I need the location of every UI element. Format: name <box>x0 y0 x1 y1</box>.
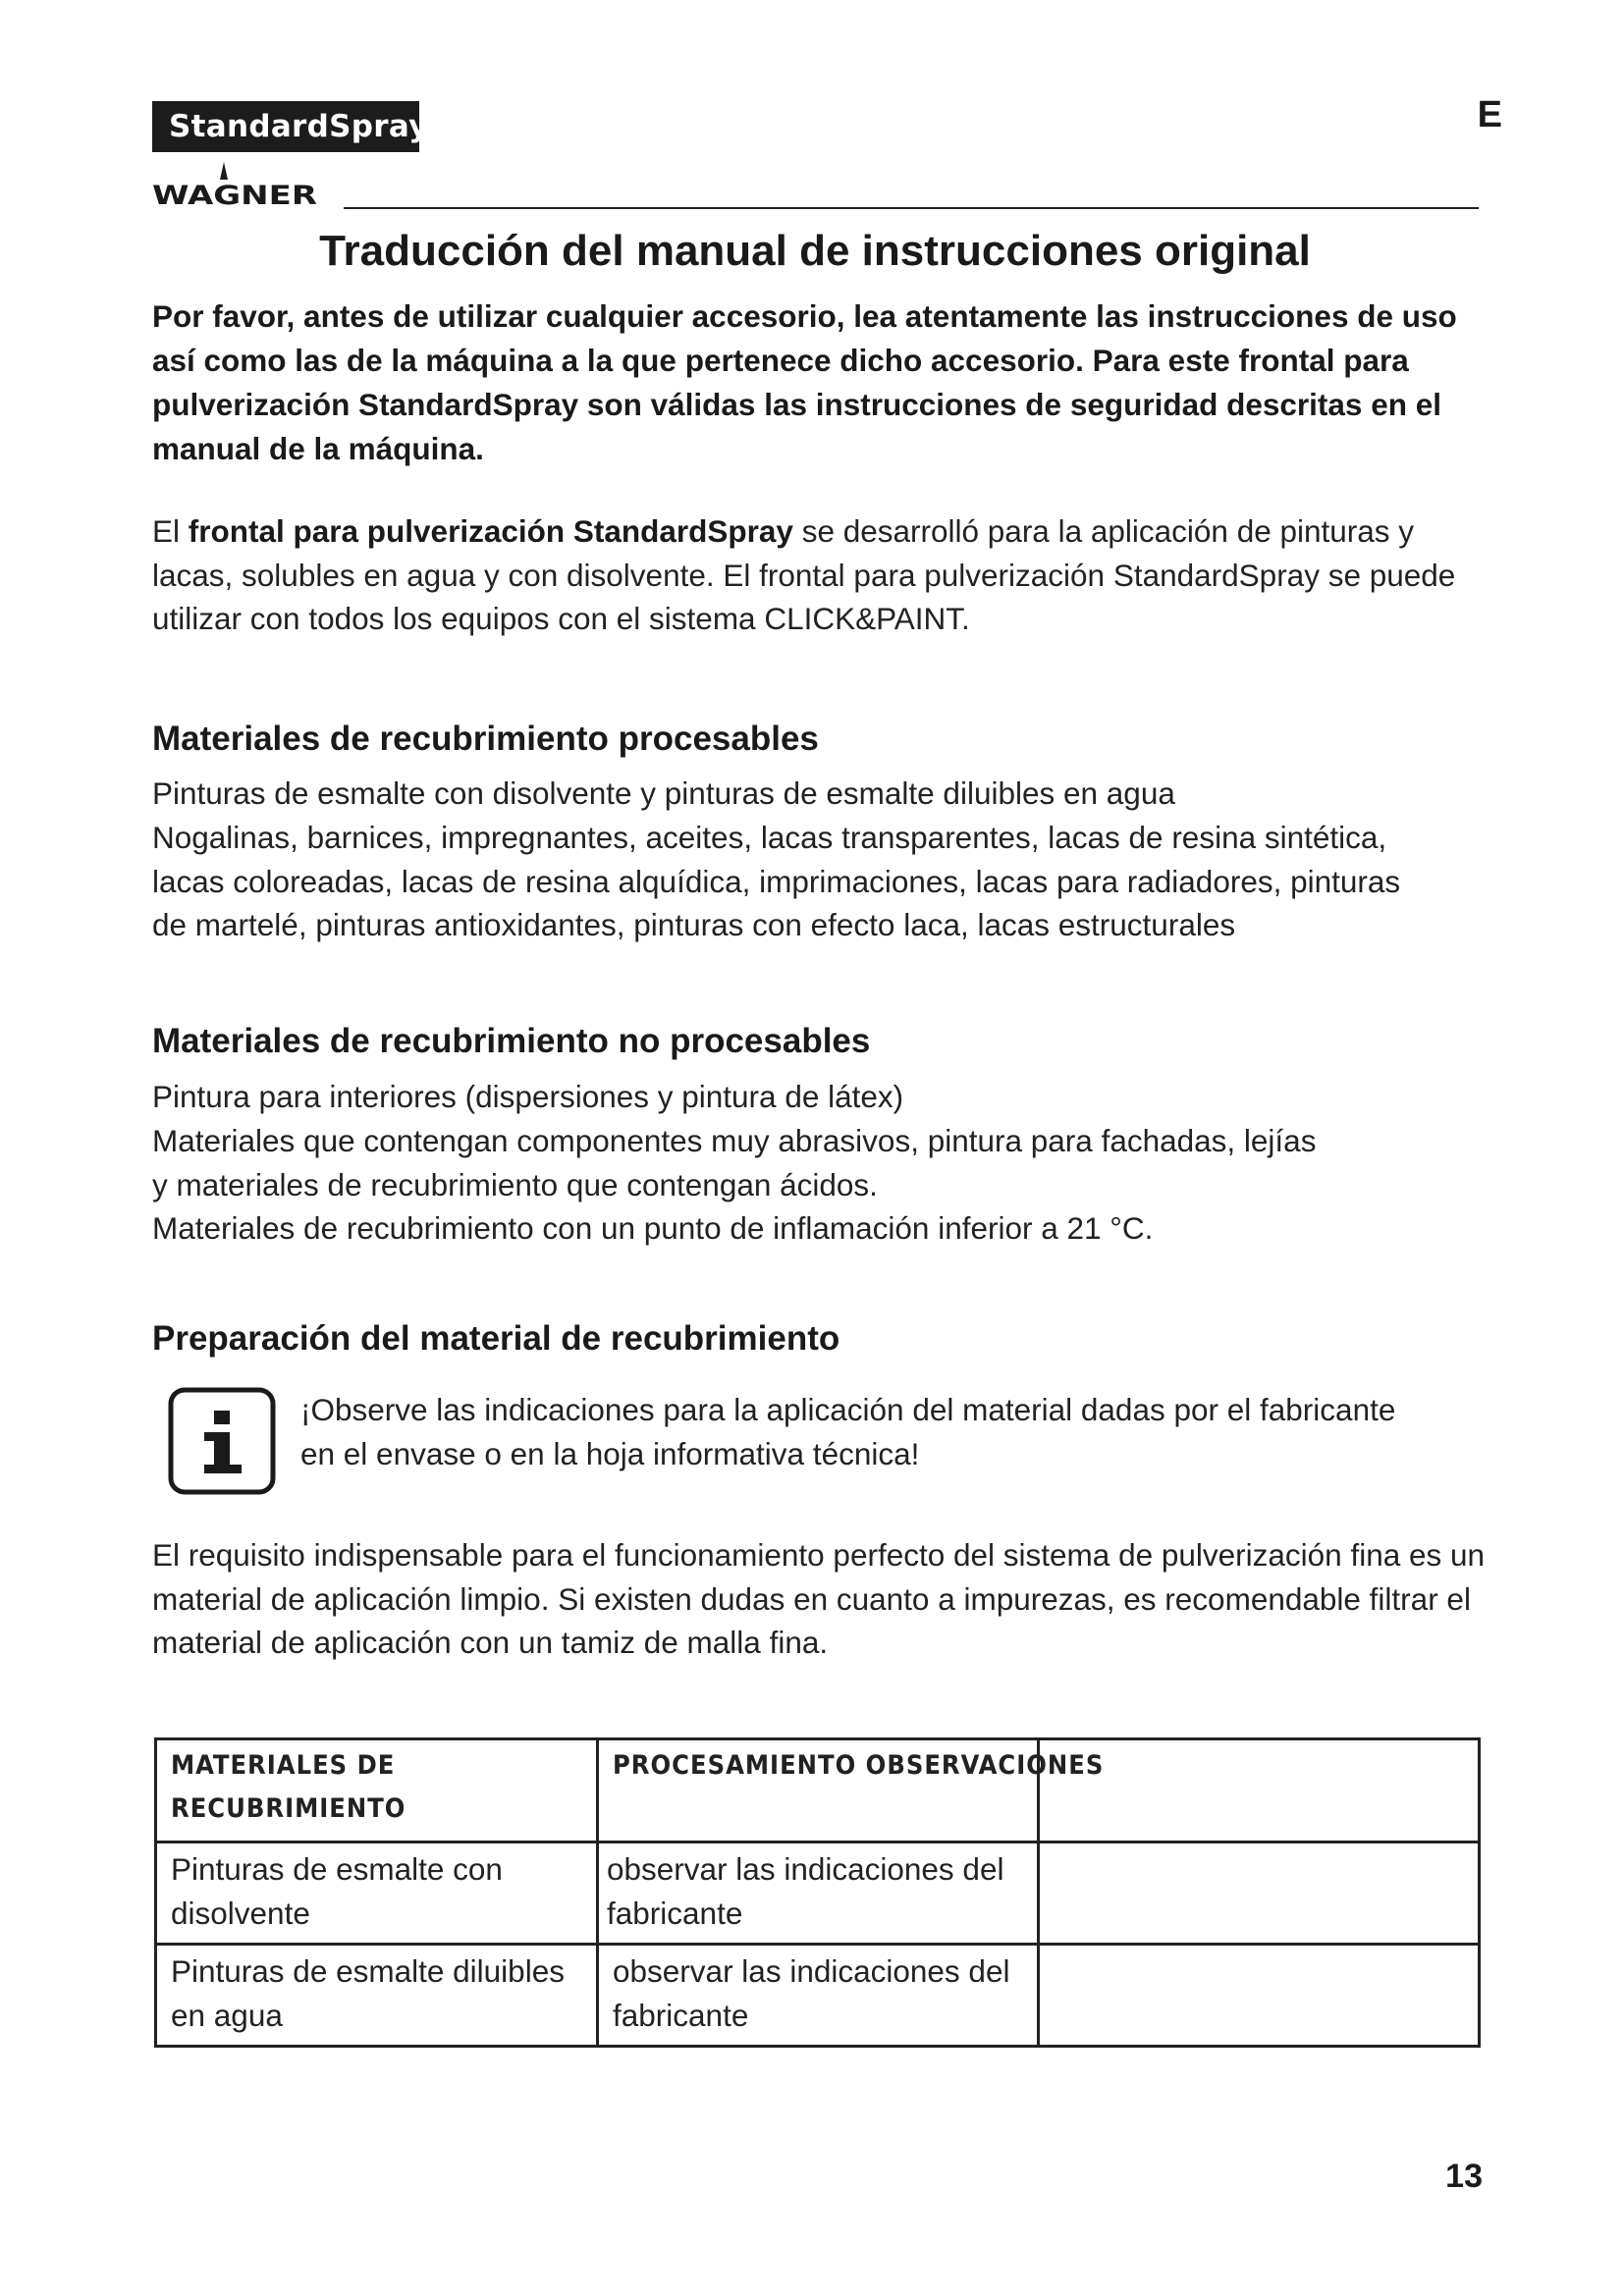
table-header-cell <box>1039 1739 1480 1842</box>
section-title-non-processable: Materiales de recubrimiento no procesables <box>152 1022 871 1060</box>
page-title: Traducción del manual de instrucciones original <box>319 227 1311 275</box>
info-icon <box>167 1386 277 1496</box>
svg-text:WAGNER: WAGNER <box>152 181 318 211</box>
header-rule <box>344 207 1479 209</box>
coating-materials-table <box>154 1737 1481 2048</box>
table-cell <box>1039 1842 1480 1945</box>
language-code: E <box>1477 94 1502 135</box>
table-header-cell: PROCESAMIENTO OBSERVACIONES <box>598 1739 1039 1842</box>
wagner-logo <box>150 154 319 211</box>
list-item: Pinturas de esmalte con disolvente y pinturas de esmalte diluibles en agua <box>152 775 1175 811</box>
info-note: ¡Observe las indicaciones para la aplicación del material dadas por el fabricante en el envase o en la hoja informativa técnica! <box>300 1392 1396 1471</box>
cleanliness-paragraph: El requisito indispensable para el funcionamiento perfecto del sistema de pulverización fina es un material de aplicación limpio. Si existen dudas en cuanto a impurezas, es recomendable filtrar el material de aplicación con un tamiz de malla fina. <box>152 1537 1486 1660</box>
table-row <box>156 1945 1480 2047</box>
table-header-cell: MATERIALES DE RECUBRIMIENTO <box>156 1739 598 1842</box>
table-cell: Pinturas de esmalte con disolvente <box>156 1842 598 1945</box>
list-item: Materiales que contengan componentes muy abrasivos, pintura para fachadas, lejías <box>152 1122 1317 1158</box>
product-badge: StandardSpray <box>152 101 419 152</box>
non-processable-materials-list <box>152 1075 1507 1251</box>
processable-materials-list <box>152 772 1507 947</box>
intro-warning: Por favor, antes de utilizar cualquier accesorio, lea atentamente las instrucciones de uso así como las de la máquina a la que pertenece dicho accesorio. Para este frontal para pulverización StandardSpray son válidas las instrucciones de seguridad descritas en el manual de la máquina. <box>152 298 1457 466</box>
list-item: Nogalinas, barnices, impregnantes, aceites, lacas transparentes, lacas de resina sintética, <box>152 819 1387 855</box>
table-header-row <box>156 1739 1480 1842</box>
list-item: lacas coloreadas, lacas de resina alquídica, imprimaciones, lacas para radiadores, pinturas <box>152 863 1401 899</box>
list-item: Pintura para interiores (dispersiones y pintura de látex) <box>152 1079 904 1114</box>
section-title-preparation: Preparación del material de recubrimiento <box>152 1319 840 1358</box>
table-cell <box>1039 1945 1480 2047</box>
table-cell: Pinturas de esmalte diluibles en agua <box>156 1945 598 2047</box>
section-title-processable: Materiales de recubrimiento procesables <box>152 720 819 758</box>
table-cell: observar las indicaciones del fabricante <box>598 1945 1039 2047</box>
list-item: y materiales de recubrimiento que contengan ácidos. <box>152 1166 878 1202</box>
product-description: El frontal para pulverización StandardSpray se desarrolló para la aplicación de pinturas y lacas, solubles en agua y con disolvente. El frontal para pulverización StandardSpray se puede utilizar con todos los equipos con el sistema CLICK&PAINT. <box>152 513 1456 636</box>
page-number: 13 <box>1445 2158 1483 2195</box>
list-item: de martelé, pinturas antioxidantes, pinturas con efecto laca, lacas estructurales <box>152 907 1236 943</box>
table-row <box>156 1842 1480 1945</box>
list-item: Materiales de recubrimiento con un punto de inflamación inferior a 21 °C. <box>152 1210 1154 1247</box>
table-cell: observar las indicaciones del fabricante <box>598 1842 1039 1945</box>
